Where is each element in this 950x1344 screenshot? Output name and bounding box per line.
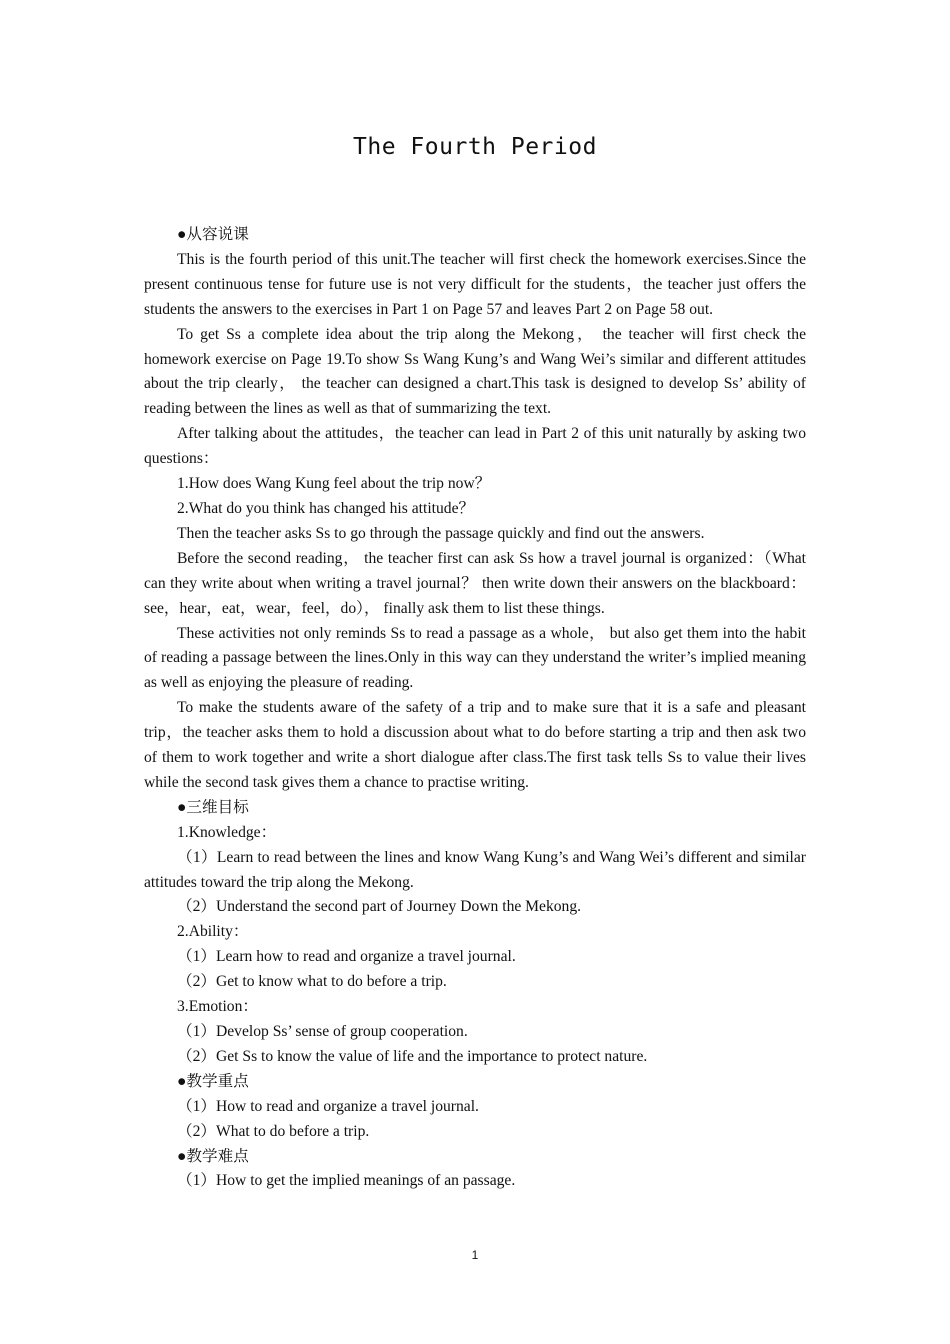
key-point-item: （2）What to do before a trip. <box>177 1122 370 1140</box>
objective-subheading: 3.Emotion： <box>177 998 258 1016</box>
paragraph: To make the students aware of the safety of a trip and to make sure that it is a safe and pleasant trip，the teacher asks them to hold a discussion about what to do before starting a trip and then ask two of them to work together and write a short dialogue after class.The first task tells Ss to value their lives while the second task gives them a chance to practise writing. <box>144 699 806 791</box>
objective-item: （2）Get to know what to do before a trip. <box>177 973 447 991</box>
question-item: 2.What do you think has changed his attitude？ <box>177 499 475 517</box>
objective-item: （2）Get Ss to know the value of life and the importance to protect nature. <box>177 1047 648 1065</box>
objective-item: （1）Learn how to read and organize a travel journal. <box>177 948 516 966</box>
document-body <box>144 223 806 1194</box>
page-number: 1 <box>471 1248 479 1262</box>
paragraph: Then the teacher asks Ss to go through the passage quickly and find out the answers. <box>177 524 705 542</box>
objective-item: （1）Learn to read between the lines and know Wang Kung’s and Wang Wei’s different and similar attitudes toward the trip along the Mekong. <box>144 848 806 891</box>
paragraph: Before the second reading， the teacher first can ask Ss how a travel journal is organized：（What can they write about when writing a travel journal？ then write down their answers on the blackboard：see，hear，eat，wear，feel，do）， finally ask them to list these things. <box>144 549 806 617</box>
section-heading-lesson-talk: ●从容说课 <box>177 226 249 243</box>
paragraph: To get Ss a complete idea about the trip along the Mekong， the teacher will first check the homework exercise on Page 19.To show Ss Wang Kung’s and Wang Wei’s similar and different attitudes about the trip clearly， the teacher can designed a chart.This task is designed to develop Ss’ ability of reading between the lines as well as that of summarizing the text. <box>144 325 806 418</box>
paragraph: After talking about the attitudes，the teacher can lead in Part 2 of this unit naturally by asking two questions： <box>144 425 806 468</box>
section-heading-objectives: ●三维目标 <box>177 798 249 816</box>
objective-subheading: 2.Ability： <box>177 923 249 941</box>
objective-item: （2）Understand the second part of Journey Down the Mekong. <box>177 898 582 916</box>
objective-item: （1）Develop Ss’ sense of group cooperation. <box>177 1023 468 1040</box>
difficulty-item: （1）How to get the implied meanings of an passage. <box>177 1172 516 1190</box>
document-title: The Fourth Period <box>353 134 597 160</box>
paragraph: This is the fourth period of this unit.The teacher will first check the homework exercises.Since the present continuous tense for future use is not very difficult for the students，the teacher just offers the students the answers to the exercises in Part 1 on Page 57 and leaves Part 2 on Page 58 out. <box>144 250 806 318</box>
section-heading-key-points: ●教学重点 <box>177 1072 249 1090</box>
objective-subheading: 1.Knowledge： <box>177 823 277 841</box>
paragraph: These activities not only reminds Ss to read a passage as a whole， but also get them into the habit of reading a passage between the lines.Only in this way can they understand the writer’s implied meaning as well as enjoying the pleasure of reading. <box>144 624 806 692</box>
question-item: 1.How does Wang Kung feel about the trip now？ <box>177 475 491 493</box>
section-heading-difficulties: ●教学难点 <box>177 1147 249 1165</box>
key-point-item: （1）How to read and organize a travel journal. <box>177 1097 479 1115</box>
